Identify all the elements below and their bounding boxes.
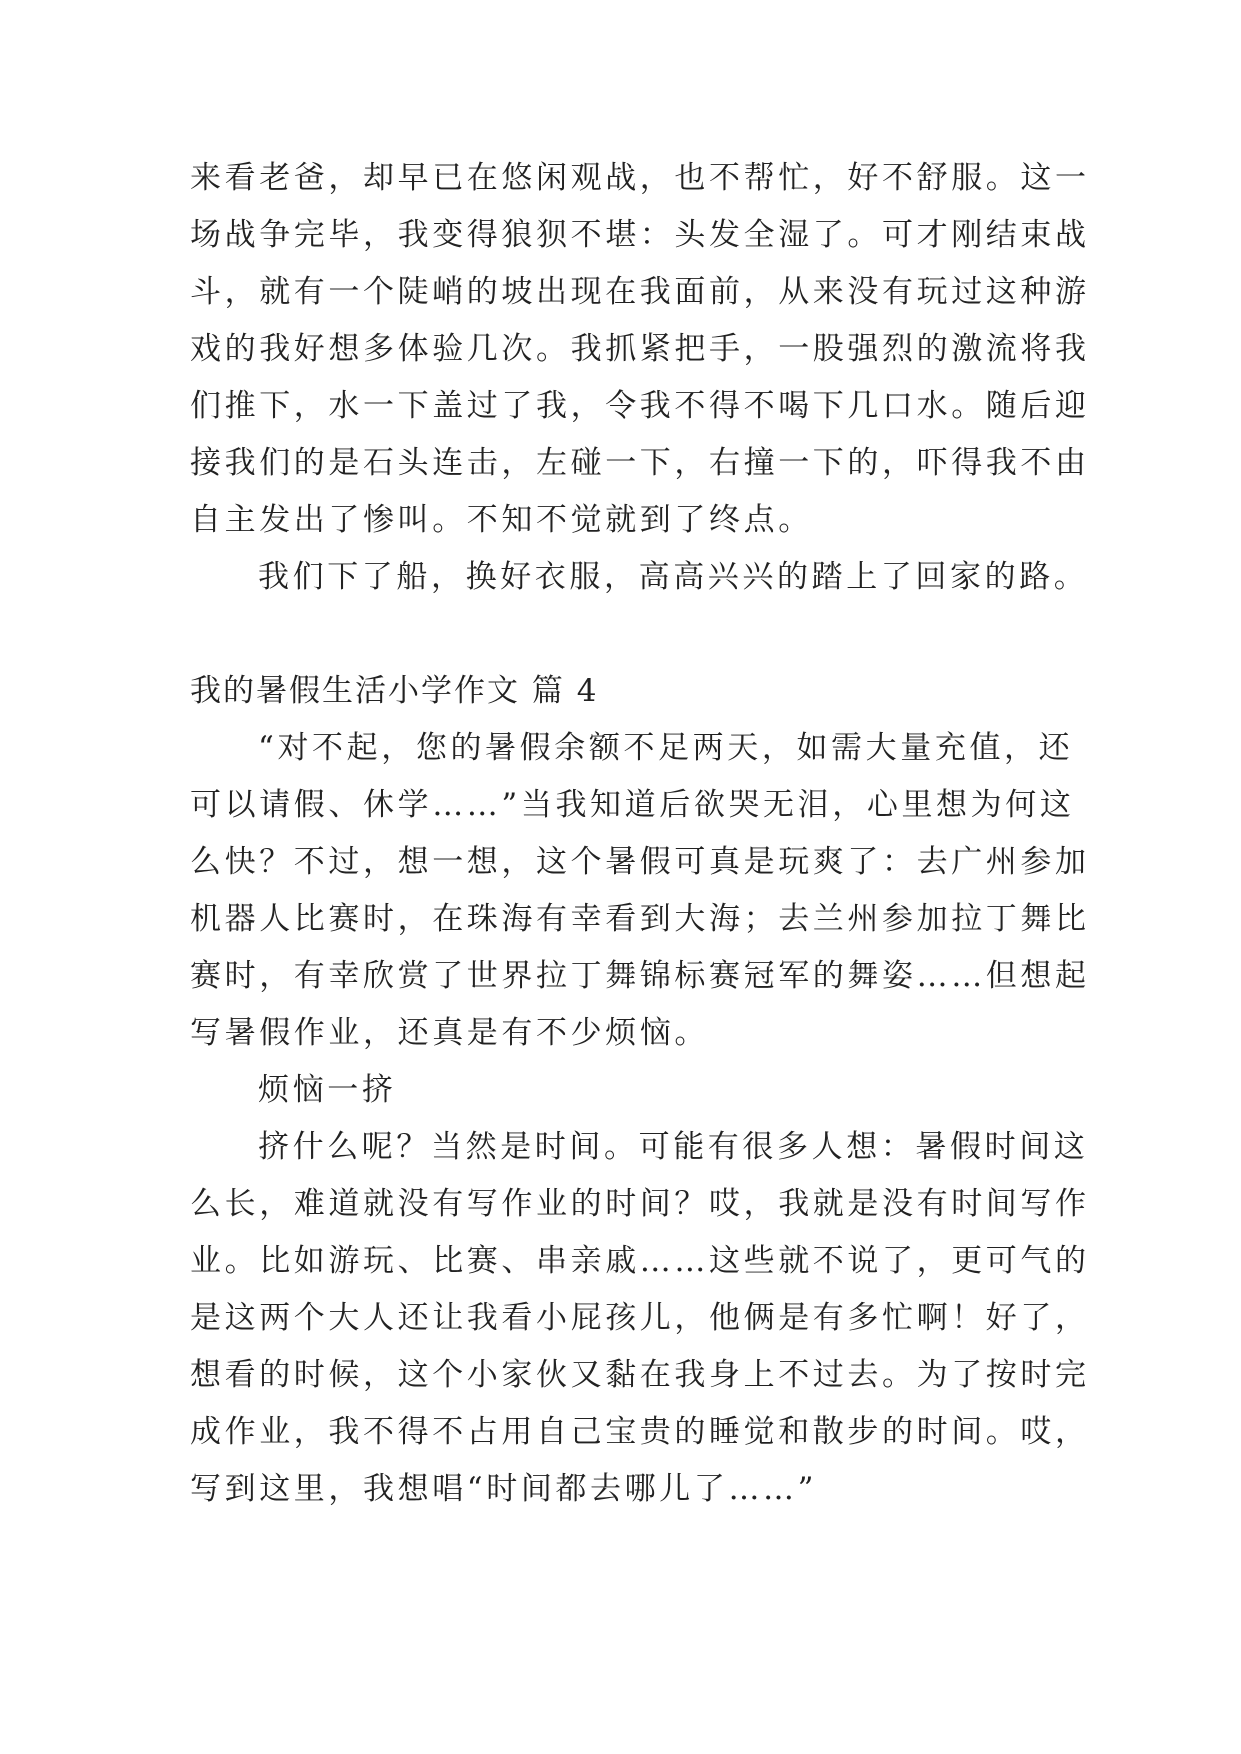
paragraph-line: 成作业，我不得不占用自己宝贵的睡觉和散步的时间。哎， bbox=[190, 1414, 1090, 1450]
paragraph-line: 可以请假、休学……”当我知道后欲哭无泪，心里想为何这 bbox=[190, 787, 1075, 823]
paragraph-line: 自主发出了惨叫。不知不觉就到了终点。 bbox=[190, 502, 813, 538]
paragraph-line: 赛时，有幸欣赏了世界拉丁舞锦标赛冠军的舞姿……但想起 bbox=[190, 958, 1090, 994]
paragraph-line: 么长，难道就没有写作业的时间？哎，我就是没有时间写作 bbox=[190, 1186, 1090, 1222]
paragraph-line: 接我们的是石头连击，左碰一下，右撞一下的，吓得我不由 bbox=[190, 445, 1090, 481]
paragraph-line: 斗，就有一个陡峭的坡出现在我面前，从来没有玩过这种游 bbox=[190, 274, 1090, 310]
paragraph-line: 写到这里，我想唱“时间都去哪儿了……” bbox=[190, 1471, 818, 1507]
paragraph-line: 业。比如游玩、比赛、串亲戚……这些就不说了，更可气的 bbox=[190, 1243, 1090, 1279]
paragraph-line: 写暑假作业，还真是有不少烦恼。 bbox=[190, 1015, 709, 1051]
paragraph-line: 么快？不过，想一想，这个暑假可真是玩爽了：去广州参加 bbox=[190, 844, 1090, 880]
paragraph-line: 机器人比赛时，在珠海有幸看到大海；去兰州参加拉丁舞比 bbox=[190, 901, 1090, 937]
essay-text bbox=[190, 150, 1090, 1518]
paragraph-line: 挤什么呢？当然是时间。可能有很多人想：暑假时间这 bbox=[258, 1129, 1089, 1165]
section-spacer bbox=[190, 606, 1090, 663]
paragraph-line: 是这两个大人还让我看小屁孩儿，他俩是有多忙啊！好了， bbox=[190, 1300, 1090, 1336]
paragraph-line: “对不起，您的暑假余额不足两天，如需大量充值，还 bbox=[258, 730, 1074, 766]
paragraph-line: 们推下，水一下盖过了我，令我不得不喝下几口水。随后迎 bbox=[190, 388, 1090, 424]
paragraph-line: 来看老爸，却早已在悠闲观战，也不帮忙，好不舒服。这一 bbox=[190, 160, 1090, 196]
paragraph-line: 场战争完毕，我变得狼狈不堪：头发全湿了。可才刚结束战 bbox=[190, 217, 1090, 253]
closing-paragraph: 我们下了船，换好衣服，高高兴兴的踏上了回家的路。 bbox=[258, 559, 1089, 595]
subheading: 烦恼一挤 bbox=[258, 1072, 397, 1108]
paragraph-line: 想看的时候，这个小家伙又黏在我身上不过去。为了按时完 bbox=[190, 1357, 1090, 1393]
section-heading: 我的暑假生活小学作文 篇 4 bbox=[190, 673, 599, 709]
paragraph-line: 戏的我好想多体验几次。我抓紧把手，一股强烈的激流将我 bbox=[190, 331, 1090, 367]
